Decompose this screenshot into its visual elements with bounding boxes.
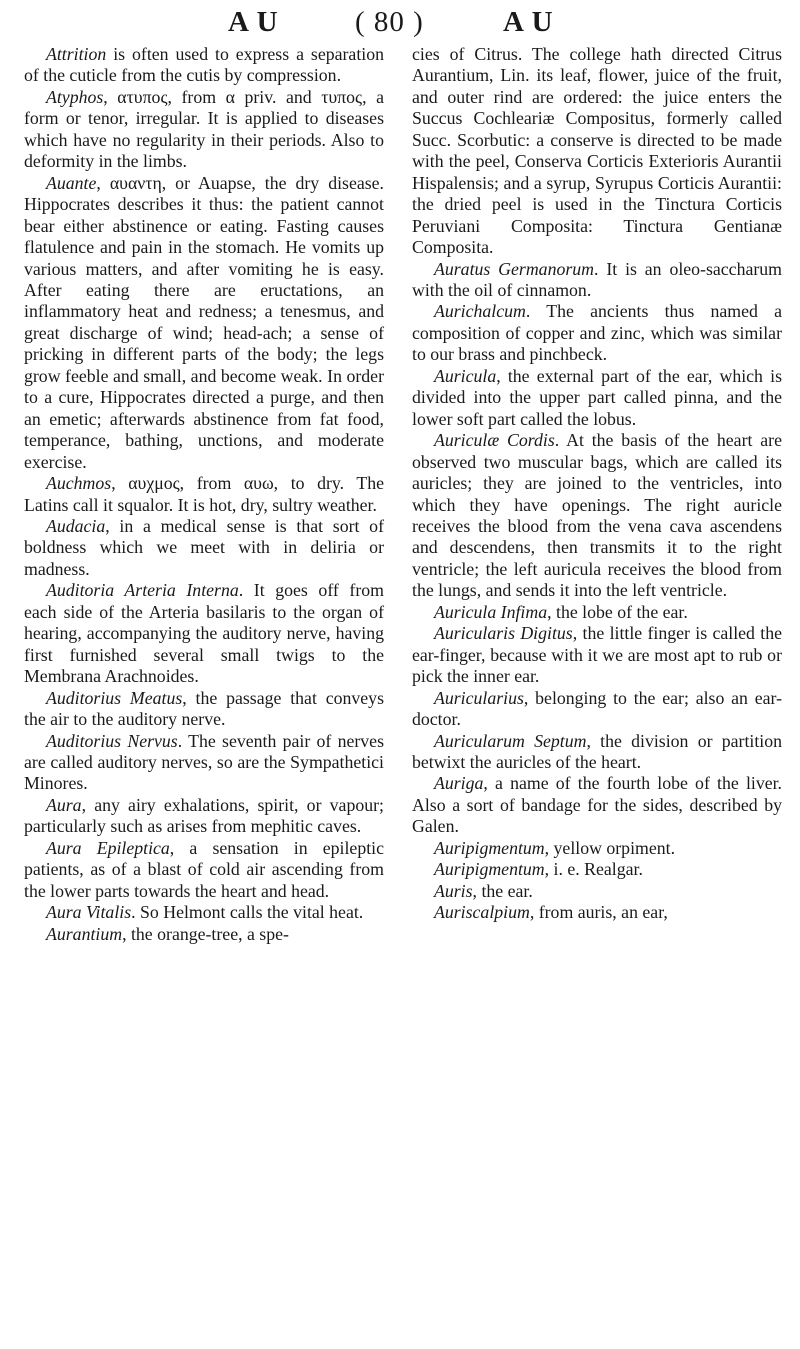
entry (24, 87, 384, 173)
entry-term: Auricularum Septum (434, 730, 587, 751)
entry-text: . It is an oleo-saccharum with the oil of cinnamon. (412, 258, 783, 300)
entry-term: Auricula Infima (434, 601, 548, 622)
entry-term: Auante (46, 172, 97, 193)
entry-text: . At the basis of the heart are observed two muscular bags, which are called its auricles; they are joined to the ventricles, into which they have openings. The right auricle receives the blood from the vena cava ascendens and descendens, then transmits it to the right ventricle; the left auricula receives the blood from the lungs, and sends it into the left ventricle. (412, 430, 782, 601)
entry-term: Auriculæ Cordis (434, 430, 555, 451)
entry-text: , a name of the fourth lobe of the liver. Also a sort of bandage for the sides, described by Galen. (412, 773, 782, 837)
running-head (0, 2, 800, 42)
left-column (24, 44, 384, 945)
entry-term: Auricula (434, 365, 497, 386)
entry-text: , ατυπος, from α priv. and τυπος, a form or tenor, irregular. It is applied to diseases which have no regularity in their periods. Also to deformity in the limbs. (24, 86, 384, 172)
entry (412, 773, 782, 837)
entry-term: Aura Vitalis (46, 902, 132, 923)
entry (24, 838, 384, 902)
entry (412, 259, 782, 302)
entry (412, 838, 782, 859)
entry-text: , the little finger is called the ear-finger, because with it we are most apt to rub or pick the inner ear. (412, 623, 782, 687)
entry (412, 902, 782, 923)
entry (24, 731, 384, 795)
entry-text: , belonging to the ear; also an ear-doctor. (412, 687, 782, 730)
entry-term: Auricularis Digitus (434, 623, 573, 644)
entry (412, 366, 782, 430)
entry-text: , αυχμος, from αυω, to dry. The Latins call it squalor. It is hot, dry, sultry weather. (24, 473, 384, 515)
entry-term: Auriscalpium (434, 902, 530, 923)
entry (412, 301, 782, 365)
entry-text: , from auris, an ear, (529, 902, 668, 923)
entry-term: Auditorius Meatus (46, 687, 183, 708)
entry-term: Aurichalcum (434, 301, 526, 322)
entry-text: . The seventh pair of nerves are called auditory nerves, so are the Sympathetici Minores. (24, 730, 384, 794)
entry-term: Auris (434, 880, 473, 901)
entry-text: . The ancients thus named a composition of copper and zinc, which was similar to our brass and pinchbeck. (412, 301, 782, 365)
entry-text: , the lobe of the ear. (547, 601, 688, 622)
entry-text: , αυαντη, or Auapse, the dry disease. Hippocrates describes it thus: the patient cannot bear either abstinence or eating. Fasting causes flatulence and pain in the stomach. He vomits up various matters, and after vomiting he is easy. After eating there are eructations, an inflammatory heat and redness; a tenesmus, and great discharge of wind; head-ach; a sense of pricking in different parts of the body; the legs grow feeble and small, and become weak. In order to a cure, Hippocrates directed a purge, and then an emetic; afterwards abstinence from fat food, temperance, bathing, unctions, and moderate exercise. (24, 172, 384, 472)
entry (24, 924, 384, 945)
entry (412, 623, 782, 687)
entry (24, 473, 384, 516)
entry-term: Auchmos (46, 473, 112, 494)
entry-term: Aurantium (46, 923, 123, 944)
entry-text: , the passage that conveys the air to the auditory nerve. (24, 687, 384, 730)
entry-text: , a sensation in epileptic patients, as of a blast of cold air ascending from the lower parts towards the heart and head. (24, 837, 384, 901)
entry (412, 731, 782, 774)
right-column (412, 44, 782, 924)
entry (412, 881, 782, 902)
entry-text: , the division or partition betwixt the auricles of the heart. (412, 730, 783, 772)
entry (412, 602, 782, 623)
entry-term: Atyphos (46, 86, 104, 107)
entry-term: Auditoria Arteria Interna (46, 580, 239, 601)
entry-term: Audacia (46, 515, 106, 536)
entry-text: , i. e. Realgar. (544, 859, 643, 880)
entry-text: , yellow orpiment. (544, 837, 676, 858)
entry-term: Auripigmentum (434, 837, 545, 858)
entry (24, 516, 384, 580)
entry (412, 688, 782, 731)
entry (412, 859, 782, 880)
entry-text: , the orange-tree, a spe- (122, 923, 289, 944)
entry-text: , the external part of the ear, which is divided into the upper part called pinna, and the lower soft part called the lobus. (412, 365, 782, 429)
entry-text: . So Helmont calls the vital heat. (131, 902, 364, 923)
entry-text: . It goes off from each side of the Arteria basilaris to the organ of hearing, accompanying the auditory nerve, having first furnished several small twigs to the Membrana Arachnoides. (24, 580, 384, 687)
entry (24, 795, 384, 838)
entry (24, 902, 384, 923)
entry (24, 173, 384, 473)
entry-term: Auditorius Nervus (46, 730, 178, 751)
entry-continuation (412, 44, 782, 259)
running-head-right: A U (503, 6, 554, 38)
entry-text: cies of Citrus. The college hath directed Citrus Aurantium, Lin. its leaf, flower, juice of the fruit, and outer rind are ordered: the juice enters the Succus Cochleariæ Compositus, formerly called Succ. Scorbutic: a conserve is directed to be made with the peel, Conserva Corticis Exterioris Aurantii Hispalensis; and a syrup, Syrupus Corticis Aurantii: the dried peel is used in the Tinctura Corticis Peruviani Composita: Tinctura Gentianæ Composita. (412, 44, 782, 258)
entry-term: Aura Epileptica (46, 837, 170, 858)
entry-term: Auratus Germanorum (434, 258, 595, 279)
entry-term: Aura (46, 794, 82, 815)
entry-term: Auripigmentum (434, 859, 545, 880)
entry-text: , in a medical sense is that sort of boldness which we meet with in deliria or madness. (24, 515, 384, 579)
entry-text: is often used to express a separation of the cuticle from the cutis by compression. (24, 44, 384, 86)
entry (412, 430, 782, 602)
entry (24, 688, 384, 731)
running-head-left: A U (228, 6, 279, 38)
entry-term: Auricularius (434, 687, 524, 708)
entry (24, 44, 384, 87)
entry-text: , any airy exhalations, spirit, or vapour; particularly such as arises from mephitic caves. (24, 794, 384, 837)
entry-term: Auriga (434, 773, 484, 794)
entry-text: , the ear. (472, 880, 533, 901)
entry-term: Attrition (46, 44, 107, 64)
entry (24, 580, 384, 687)
page-number: ( 80 ) (355, 6, 424, 38)
